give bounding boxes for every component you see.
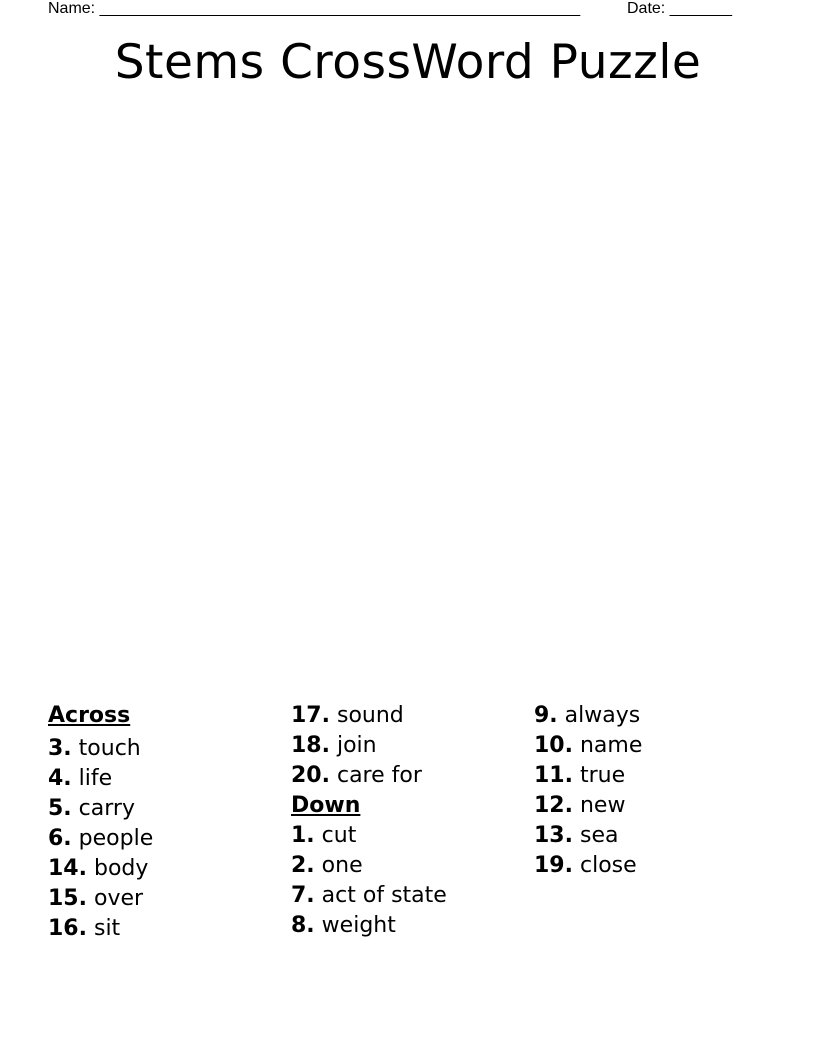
- across-clue: [48, 914, 288, 944]
- page-title: Stems CrossWord Puzzle: [114, 35, 702, 90]
- clue-text: always: [564, 703, 641, 728]
- clue-text: act of state: [321, 883, 447, 908]
- down-clue: [291, 881, 531, 911]
- clue-text: close: [579, 853, 637, 878]
- clue-number: 18.: [291, 733, 330, 758]
- clue-number: 20.: [291, 763, 330, 788]
- clue-text: people: [78, 826, 154, 851]
- clue-text: cut: [321, 823, 357, 848]
- down-heading: Down: [291, 793, 361, 818]
- clue-text: body: [93, 856, 149, 881]
- clue-text: one: [321, 853, 363, 878]
- across-clue: [48, 734, 288, 764]
- clue-number: 15.: [48, 886, 87, 911]
- across-clue: [48, 884, 288, 914]
- clue-number: 5.: [48, 796, 72, 821]
- clue-text: care for: [336, 763, 422, 788]
- down-clue: [291, 851, 531, 881]
- worksheet-header: [0, 0, 816, 20]
- clue-number: 4.: [48, 766, 72, 791]
- crossword-grid-area: [48, 110, 768, 690]
- clue-number: 17.: [291, 703, 330, 728]
- clue-text: sea: [579, 823, 619, 848]
- across-clue: [291, 761, 531, 791]
- clue-column-1: [48, 701, 288, 944]
- date-field-label: Date: _______: [627, 0, 732, 17]
- clue-column-3: [534, 701, 774, 881]
- clue-number: 2.: [291, 853, 315, 878]
- clue-number: 13.: [534, 823, 573, 848]
- clue-text: carry: [78, 796, 135, 821]
- clue-text: sit: [93, 916, 121, 941]
- down-clue: [534, 851, 774, 881]
- name-field-label: Name: ______________________________________________________: [48, 0, 581, 17]
- down-clue: [291, 821, 531, 851]
- clue-number: 19.: [534, 853, 573, 878]
- clue-number: 1.: [291, 823, 315, 848]
- down-clue: [534, 791, 774, 821]
- clue-text: new: [579, 793, 626, 818]
- clue-number: 7.: [291, 883, 315, 908]
- clue-number: 8.: [291, 913, 315, 938]
- clue-number: 16.: [48, 916, 87, 941]
- down-clue: [534, 761, 774, 791]
- clue-text: life: [78, 766, 113, 791]
- clue-text: sound: [336, 703, 404, 728]
- clue-number: 10.: [534, 733, 573, 758]
- down-clue: [534, 821, 774, 851]
- clue-text: weight: [321, 913, 396, 938]
- across-clue: [48, 854, 288, 884]
- clue-number: 12.: [534, 793, 573, 818]
- clue-number: 9.: [534, 703, 558, 728]
- across-clue: [48, 764, 288, 794]
- down-clue: [534, 731, 774, 761]
- clue-text: over: [93, 886, 144, 911]
- across-clue: [48, 824, 288, 854]
- clue-column-2: [291, 701, 531, 941]
- clue-number: 3.: [48, 736, 72, 761]
- across-heading: Across: [48, 703, 131, 728]
- down-clue: [534, 701, 774, 731]
- across-clue: [48, 794, 288, 824]
- down-clue: [291, 911, 531, 941]
- clue-number: 14.: [48, 856, 87, 881]
- across-clue: [291, 731, 531, 761]
- clue-text: name: [579, 733, 643, 758]
- clue-text: join: [336, 733, 377, 758]
- clue-number: 6.: [48, 826, 72, 851]
- across-clue: [291, 701, 531, 731]
- clue-text: true: [579, 763, 626, 788]
- clue-text: touch: [78, 736, 141, 761]
- clue-number: 11.: [534, 763, 573, 788]
